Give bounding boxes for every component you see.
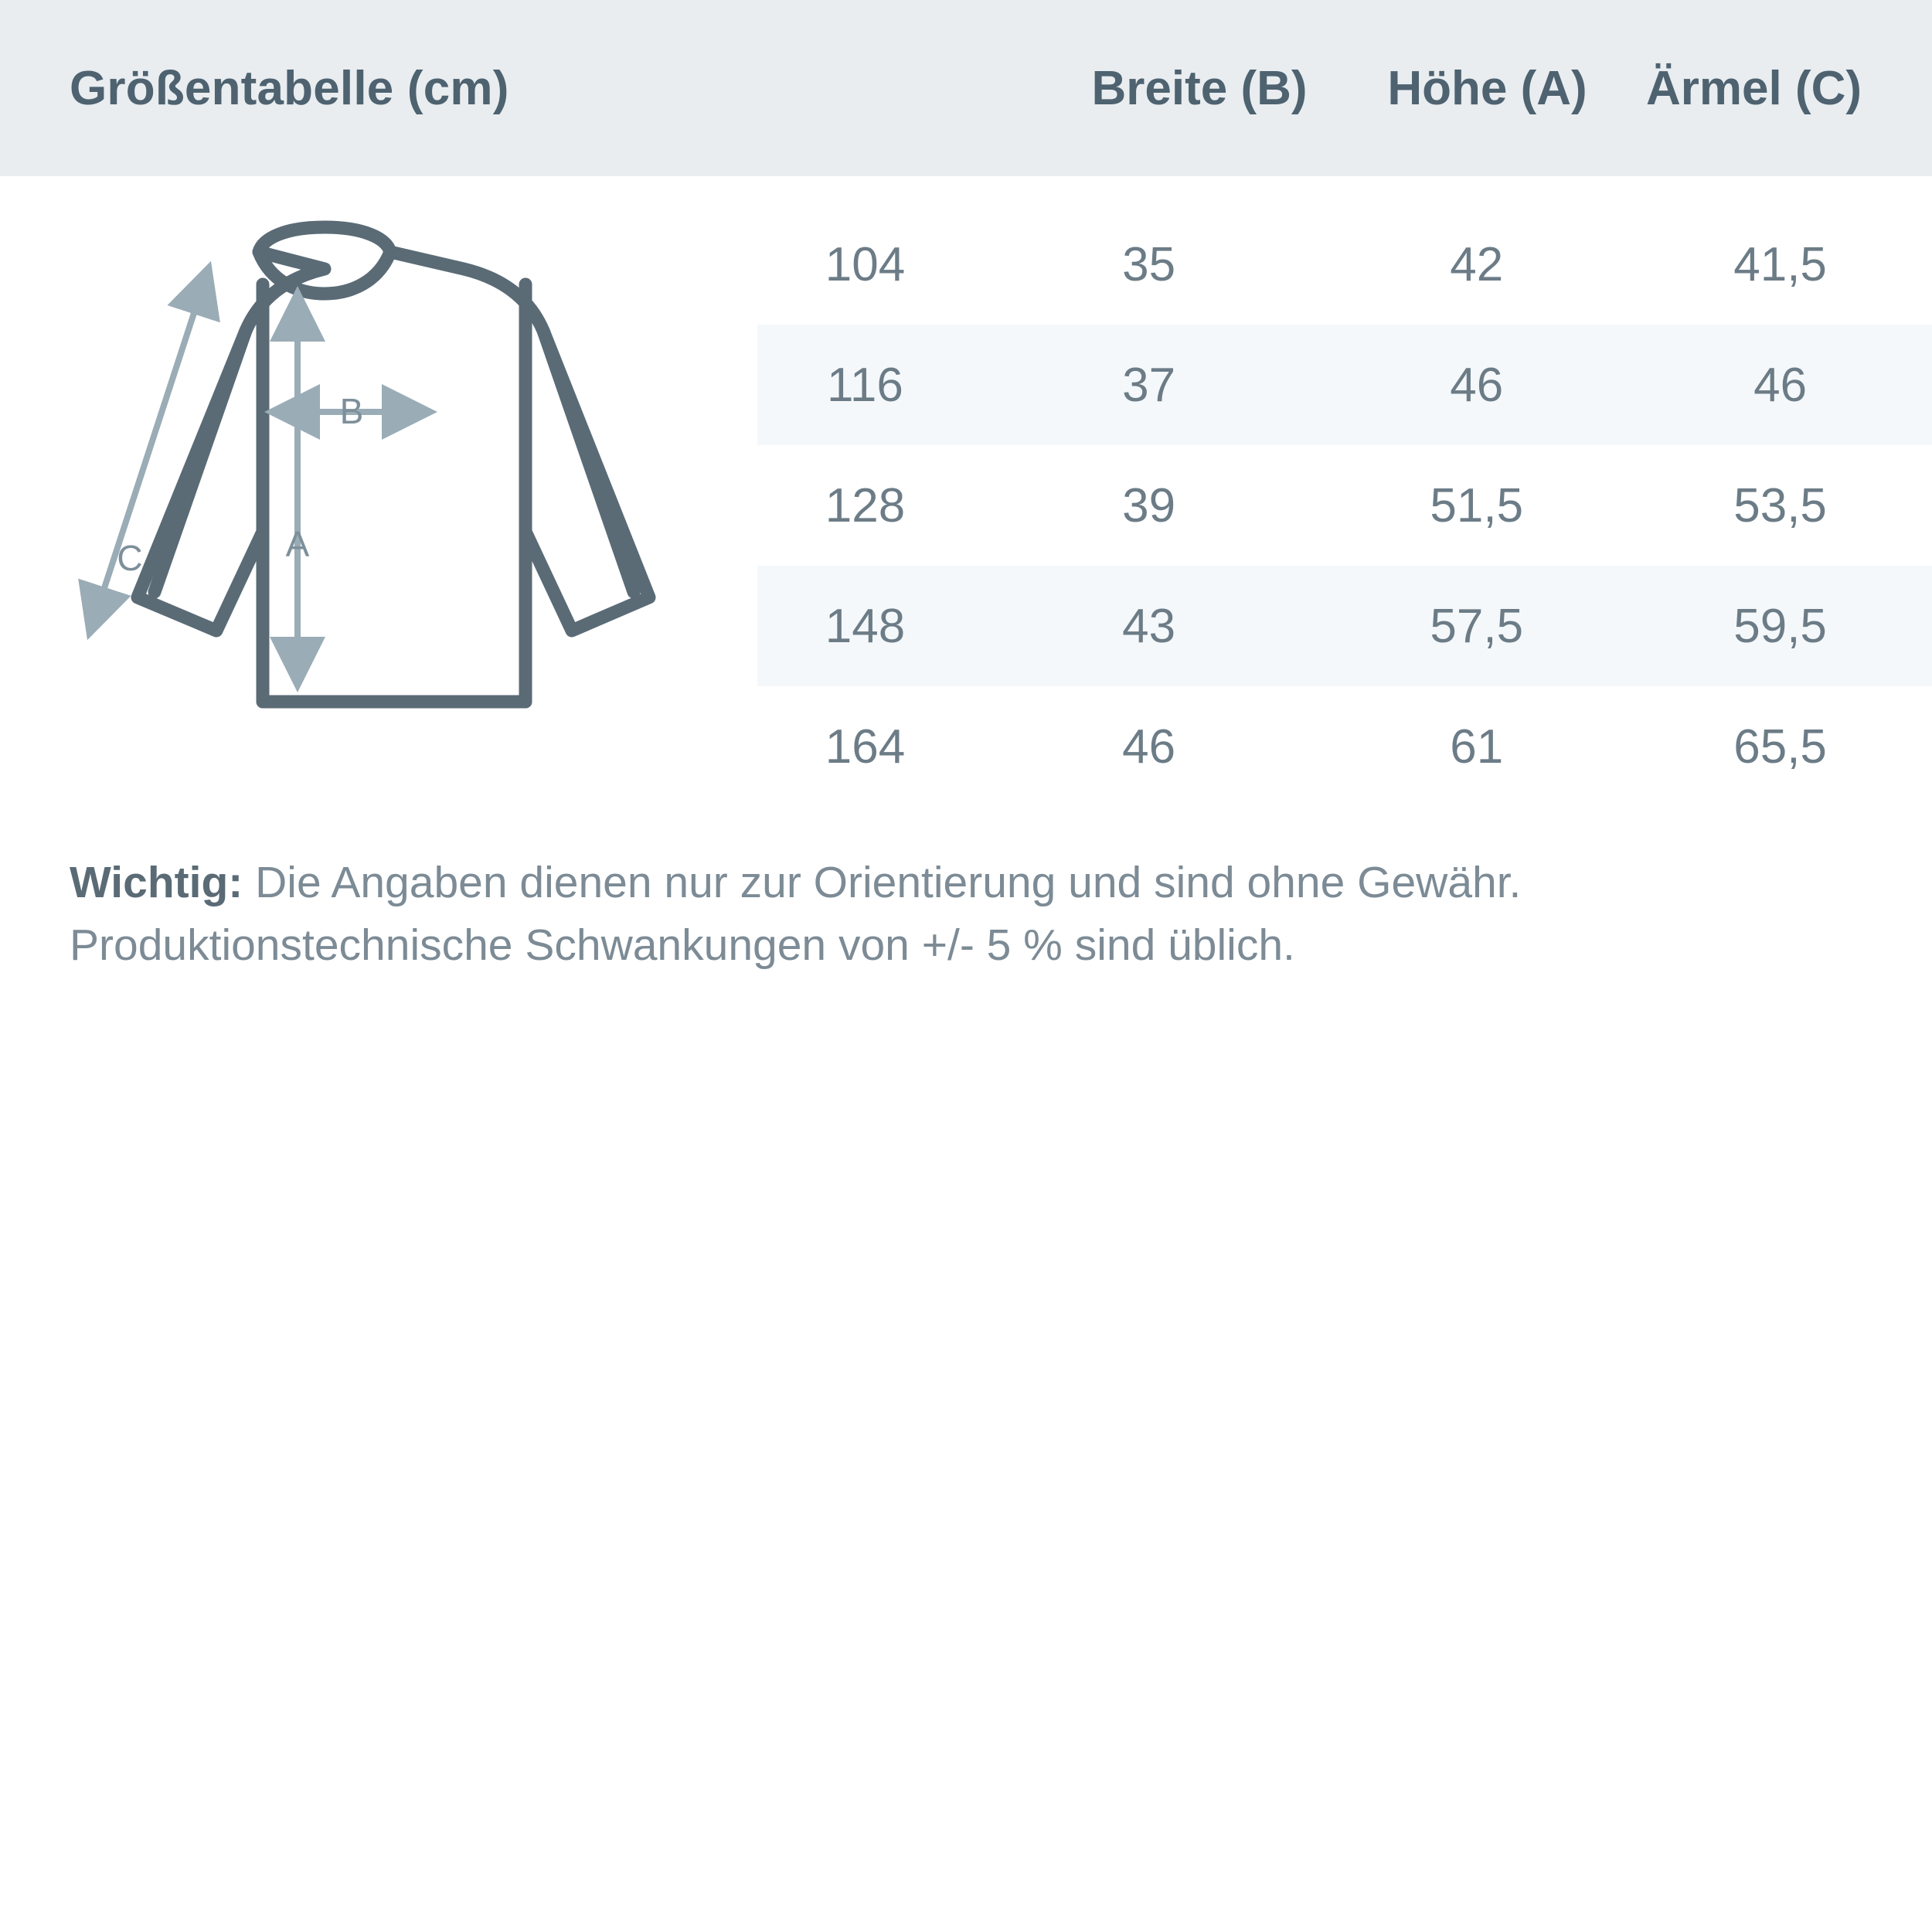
disclaimer-note [0,807,1824,977]
cell-sleeve: 46 [1753,358,1808,412]
cell-breadth: 43 [1122,599,1176,653]
longsleeve-shirt-icon [31,207,726,748]
size-table-wrapper [757,176,1932,807]
table-row [757,204,1932,325]
cell-breadth: 35 [1122,237,1176,291]
cell-height: 61 [1450,719,1504,774]
table-row [757,686,1932,807]
cell-breadth: 46 [1122,719,1176,774]
dimension-label-b: B [339,391,364,431]
column-header-height: Höhe (A) [1387,61,1587,115]
dimension-label-c: C [117,538,143,578]
column-headers [1045,61,1887,116]
cell-height: 46 [1450,358,1504,412]
cell-sleeve: 53,5 [1733,478,1827,532]
cell-size: 164 [825,719,906,774]
cell-breadth: 37 [1122,358,1176,412]
table-row [757,325,1932,445]
table-row [757,566,1932,686]
cell-size: 116 [827,358,903,412]
size-chart-header [0,0,1932,176]
cell-height: 51,5 [1430,478,1524,532]
cell-sleeve: 59,5 [1733,599,1827,653]
table-row [757,445,1932,566]
size-chart-body [0,176,1932,807]
column-header-sleeve: Ärmel (C) [1645,61,1862,115]
column-header-breadth: Breite (B) [1091,61,1308,115]
page-title: Größentabelle (cm) [70,61,509,115]
cell-sleeve: 65,5 [1733,719,1827,774]
cell-sleeve: 41,5 [1733,237,1827,291]
shirt-diagram [0,176,757,748]
cell-size: 148 [825,599,906,653]
size-table [757,204,1932,807]
disclaimer-label: Wichtig: [70,858,243,907]
cell-height: 57,5 [1430,599,1524,653]
cell-size: 104 [825,237,906,291]
cell-height: 42 [1450,237,1504,291]
dimension-label-a: A [285,524,310,564]
disclaimer-text: Die Angaben dienen nur zur Orientierung und sind ohne Gewähr. Produktionstechnische Schwankungen von +/- 5 % sind üblich. [70,858,1522,970]
cell-size: 128 [825,478,906,532]
cell-breadth: 39 [1122,478,1176,532]
